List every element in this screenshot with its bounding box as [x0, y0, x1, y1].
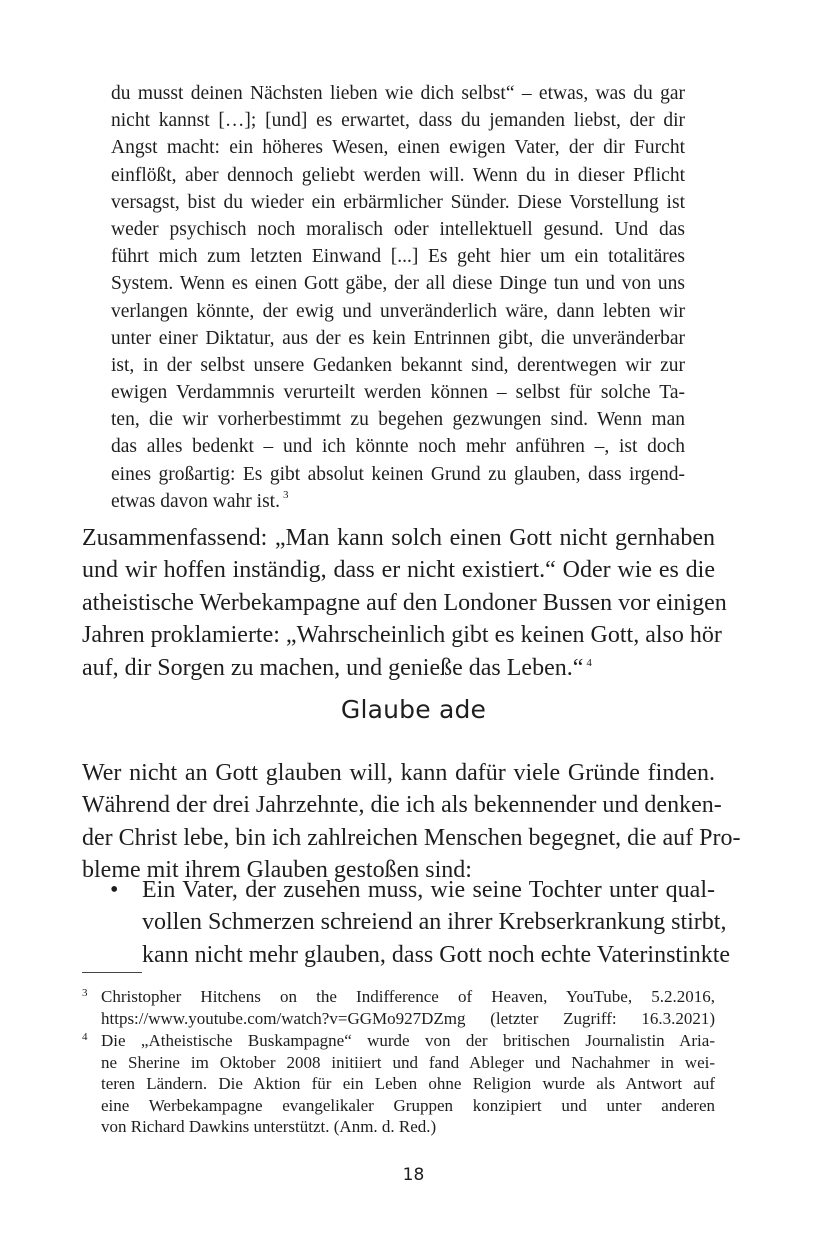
- quote-line: verlangen könnte, der ewig und unveränderlich wäre, dann lebten wir: [111, 300, 685, 322]
- footnote-line: Die „Atheistische Buskampagne“ wurde von der britischen Journalistin Aria-: [101, 1031, 715, 1050]
- quote-line-text: etwas davon wahr ist.: [111, 490, 280, 512]
- quote-line: einflößt, aber dennoch geliebt werden will. Wenn du in dieser Pflicht: [111, 164, 685, 186]
- bullet-line: Ein Vater, der zusehen muss, wie seine Tochter unter qual-: [142, 877, 715, 903]
- paragraph-line: Jahren proklamierte: „Wahrscheinlich gibt es keinen Gott, also hör: [82, 622, 722, 649]
- bullet-line: kann nicht mehr glauben, dass Gott noch echte Vaterinstinkte: [142, 941, 731, 968]
- paragraph-line: atheistische Werbekampagne auf den Londoner Bussen vor einigen: [82, 589, 727, 616]
- paragraph-line: [82, 652, 715, 684]
- paragraph-line: Während der drei Jahrzehnte, die ich als bekennender und denken-: [82, 792, 722, 819]
- paragraph-line-text: auf, dir Sorgen zu machen, und genieße das Leben.“: [82, 654, 584, 681]
- block-quote: [111, 80, 685, 515]
- quote-line: versagst, bist du wieder ein erbärmlicher Sünder. Diese Vorstellung ist: [111, 191, 685, 213]
- footnote-line: von Richard Dawkins unterstützt. (Anm. d. Red.): [101, 1117, 437, 1137]
- quote-line: System. Wenn es einen Gott gäbe, der all diese Dinge tun und von uns: [111, 273, 685, 295]
- bullet-marker: •: [110, 877, 119, 903]
- paragraph-line: Zusammenfassend: „Man kann solch einen Gott nicht gernhaben: [82, 525, 715, 551]
- footnote-number: 3: [82, 987, 88, 999]
- footnote-line: ne Sherine im Oktober 2008 initiiert und fand Ableger und Nachahmer in wei-: [101, 1052, 715, 1072]
- footnote-text: [101, 1030, 715, 1138]
- quote-line: das alles bedenkt – und ich könnte noch mehr anführen –, ist doch: [111, 436, 685, 458]
- paragraph-line: und wir hoffen inständig, dass er nicht existiert.“ Oder wie es die: [82, 557, 715, 584]
- footnote-reference[interactable]: 4: [586, 656, 592, 669]
- quote-line: nicht kannst […]; [und] es erwartet, dass du jemanden liebst, der dir: [111, 110, 685, 132]
- bullet-text: [142, 874, 731, 971]
- paragraph-line: Wer nicht an Gott glauben will, kann dafür viele Gründe finden.: [82, 760, 715, 786]
- quote-line: eines großartig: Es gibt absolut keinen Grund zu glauben, dass irgend-: [111, 463, 685, 485]
- quote-line: unter einer Diktatur, aus der es kein Entrinnen gibt, die unveränderbar: [111, 327, 685, 349]
- quote-line: du musst deinen Nächsten lieben wie dich selbst“ – etwas, was du gar: [111, 83, 685, 104]
- footnote-divider: [82, 972, 142, 973]
- footnote-link[interactable]: https://www.youtube.com/watch?v=GGMo927DZmg (letzter Zugriff: 16.3.2021): [101, 1008, 715, 1028]
- quote-line: Angst macht: ein höheres Wesen, einen ewigen Vater, der dir Furcht: [111, 137, 685, 159]
- footnote-number: 4: [82, 1031, 88, 1043]
- quote-line: ewigen Verdammnis verurteilt werden können – selbst für solche Ta-: [111, 382, 685, 404]
- page-number: 18: [402, 1165, 425, 1185]
- footnote-reference[interactable]: 3: [282, 488, 289, 501]
- paragraph-line: bleme mit ihrem Glauben gestoßen sind:: [82, 857, 472, 884]
- paragraph-line: der Christ lebe, bin ich zahlreichen Menschen begegnet, die auf Pro-: [82, 824, 741, 851]
- quote-line: ten, die wir vorherbestimmt zu begehen gezwungen sind. Wenn man: [111, 409, 685, 431]
- paragraph-intro: [82, 757, 741, 887]
- quote-line: weder psychisch noch moralisch oder intellektuell gesund. Und das: [111, 218, 685, 240]
- footnote-line: teren Ländern. Die Aktion für ein Leben ohne Religion wurde als Antwort auf: [101, 1074, 715, 1094]
- footnote-text: [101, 986, 715, 1029]
- quote-line: ist, in der selbst unsere Gedanken bekannt sind, derentwegen wir zur: [111, 354, 685, 376]
- quote-line: führt mich zum letzten Einwand [...] Es geht hier um ein totalitäres: [111, 246, 685, 268]
- section-heading: Glaube ade: [340, 695, 487, 724]
- footnote-line: Christopher Hitchens on the Indifference of Heaven, YouTube, 5.2.2016,: [101, 987, 715, 1006]
- quote-line: [111, 488, 685, 515]
- bullet-line: vollen Schmerzen schreiend an ihrer Krebserkrankung stirbt,: [142, 909, 727, 936]
- paragraph-summary: [82, 522, 727, 684]
- footnote-line: eine Werbekampagne evangelikaler Gruppen konzipiert und unter anderen: [101, 1095, 715, 1115]
